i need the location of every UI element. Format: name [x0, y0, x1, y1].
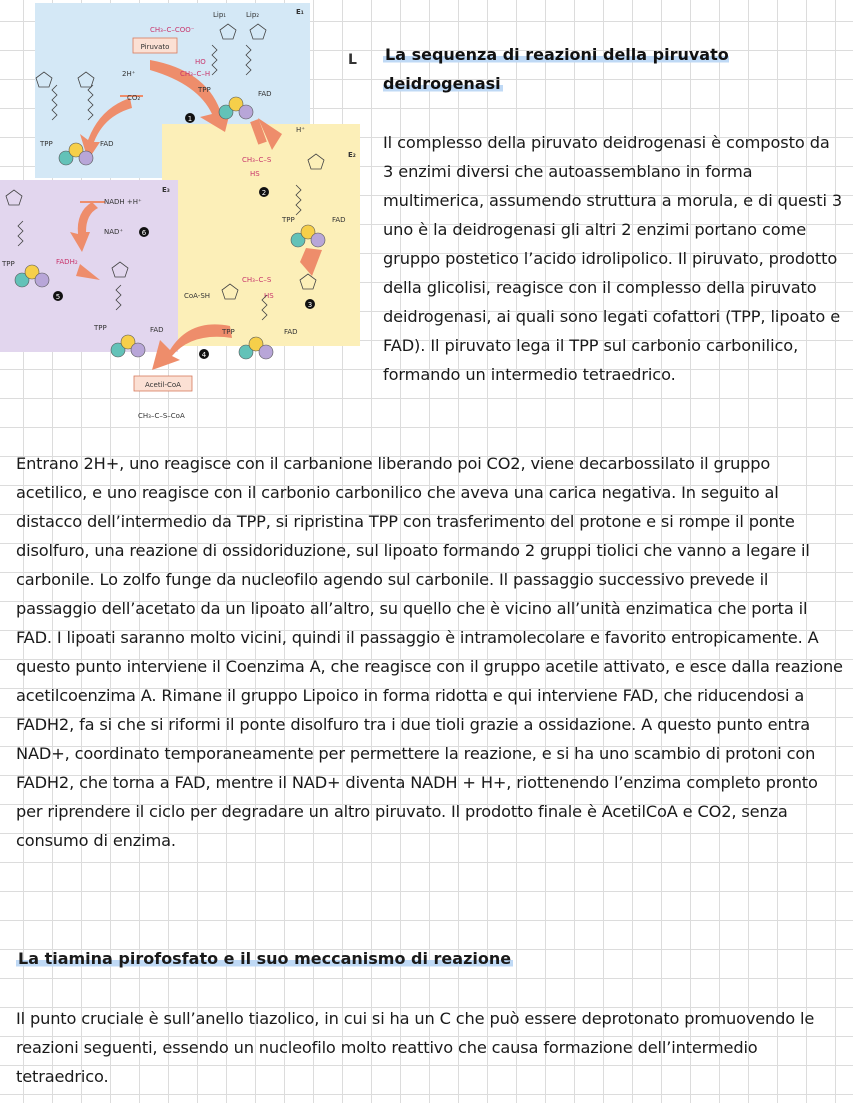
intro-paragraph: Il complesso della piruvato deidrogenasi è composto da 3 enzimi diversi che autoassemblano in forma multimerica, assumendo struttura a morula, e di questi 3 uno è la deidrogenasi gli altri 2 enzimi portano come gruppo postetico l’acido idrolipolico. Il piruvato, prodotto della glicolisi, reagisce con il complesso della piruvato deidrogenasi, ai quali sono legati cofattori (TPP, lipoato e FAD). Il piruvato lega il TPP sul carbonio carbonilico, formando un intermedio tetraedrico. [383, 133, 843, 384]
svg-text:FAD: FAD [150, 326, 164, 334]
svg-text:FADH₂: FADH₂ [56, 258, 78, 266]
svg-text:E₂: E₂ [348, 151, 356, 159]
svg-text:1: 1 [187, 115, 193, 123]
tpp-paragraph: Il punto cruciale è sull’anello tiazolico, in cui si ha un C che può essere deprotonato promuovendo le reazioni seguenti, essendo un nucleofilo molto reattivo che causa formazione dell’intermedio tetraedrico. [16, 1009, 815, 1086]
svg-text:CH₃–C–COO⁻: CH₃–C–COO⁻ [150, 26, 195, 34]
mechanism-paragraph: Entrano 2H+, uno reagisce con il carbanione liberando poi CO2, viene decarbossilato il gruppo acetilico, e uno reagisce con il carbonio carbonilico che aveva una carica negativa. In seguito al distacco dell’intermedio da TPP, si ripristina TPP con trasferimento del protone e si rompe il ponte disolfuro, una reazione di ossidoriduzione, sul lipoato formando 2 gruppi tiolici che vanno a legare il carbonile. Lo zolfo funge da nucleofilo agendo sul carbonile. Il passaggio successivo prevede il passaggio dell’acetato da un lipoato all’altro, su quello che è vicino all’unità enzimatica che porta il FAD. I lipoati saranno molto vicini, quindi il passaggio è intramolecolare e favorito entropicamente. A questo punto interviene il Coenzima A, che reagisce con il gruppo acetile attivato, e esce dalla reazione acetilcoenzima A. Rimane il gruppo Lipoico in forma ridotta e qui interviene FAD, che riducendosi a FADH2, fa si che si riformi il ponte disolfuro tra i due tioli grazie a ossidazione. A questo punto entra NAD+, coordinato temporaneamente per permettere la reazione, e si ha uno scambio di protoni con FADH2, che torna a FAD, mentre il NAD+ diventa NADH + H+, riottenendo l’enzima completo pronto per riprendere il ciclo per degradare un altro piruvato. Il prodotto finale è AcetilCoA e CO2, senza consumo di enzima. [16, 454, 843, 850]
svg-text:TPP: TPP [94, 324, 107, 332]
svg-text:3: 3 [307, 301, 313, 309]
svg-text:FAD: FAD [100, 140, 114, 148]
section-heading-pdh: La sequenza di reazioni della piruvato deidrogenasi [383, 45, 729, 93]
svg-text:CH₃–C–S–CoA: CH₃–C–S–CoA [138, 412, 185, 420]
svg-text:CH₃–C–H: CH₃–C–H [180, 70, 211, 78]
section-heading-tpp: La tiamina pirofosfato e il suo meccanismo di reazione [18, 949, 512, 968]
svg-text:NAD⁺: NAD⁺ [104, 228, 124, 236]
svg-text:Acetil-CoA: Acetil-CoA [145, 381, 181, 389]
svg-text:HS: HS [250, 170, 260, 178]
pyruvate-dehydrogenase-diagram [0, 0, 362, 440]
svg-text:CH₃–C–S: CH₃–C–S [242, 156, 272, 164]
svg-text:FAD: FAD [284, 328, 298, 336]
svg-text:6: 6 [141, 229, 147, 237]
svg-text:CO₂: CO₂ [127, 94, 141, 102]
svg-text:HS: HS [264, 292, 274, 300]
svg-text:E₃: E₃ [162, 186, 170, 194]
svg-text:Piruvato: Piruvato [140, 43, 170, 51]
svg-text:2H⁺: 2H⁺ [122, 70, 136, 78]
svg-text:5: 5 [55, 293, 61, 301]
svg-text:FAD: FAD [258, 90, 272, 98]
svg-text:NADH +H⁺: NADH +H⁺ [104, 198, 142, 206]
svg-text:CH₃–C–S: CH₃–C–S [242, 276, 272, 284]
svg-text:HO: HO [195, 58, 206, 66]
svg-text:CoA-SH: CoA-SH [184, 292, 211, 300]
svg-text:2: 2 [261, 189, 267, 197]
svg-text:Lip₂: Lip₂ [246, 11, 260, 19]
svg-text:4: 4 [201, 351, 207, 359]
svg-text:TPP: TPP [2, 260, 15, 268]
svg-text:TPP: TPP [40, 140, 53, 148]
svg-text:TPP: TPP [222, 328, 235, 336]
svg-text:E₁: E₁ [296, 8, 304, 16]
svg-text:H⁺: H⁺ [296, 126, 305, 134]
side-letter: L [348, 52, 357, 68]
svg-text:TPP: TPP [198, 86, 211, 94]
svg-text:Lip₁: Lip₁ [213, 11, 227, 19]
svg-text:TPP: TPP [282, 216, 295, 224]
svg-text:FAD: FAD [332, 216, 346, 224]
